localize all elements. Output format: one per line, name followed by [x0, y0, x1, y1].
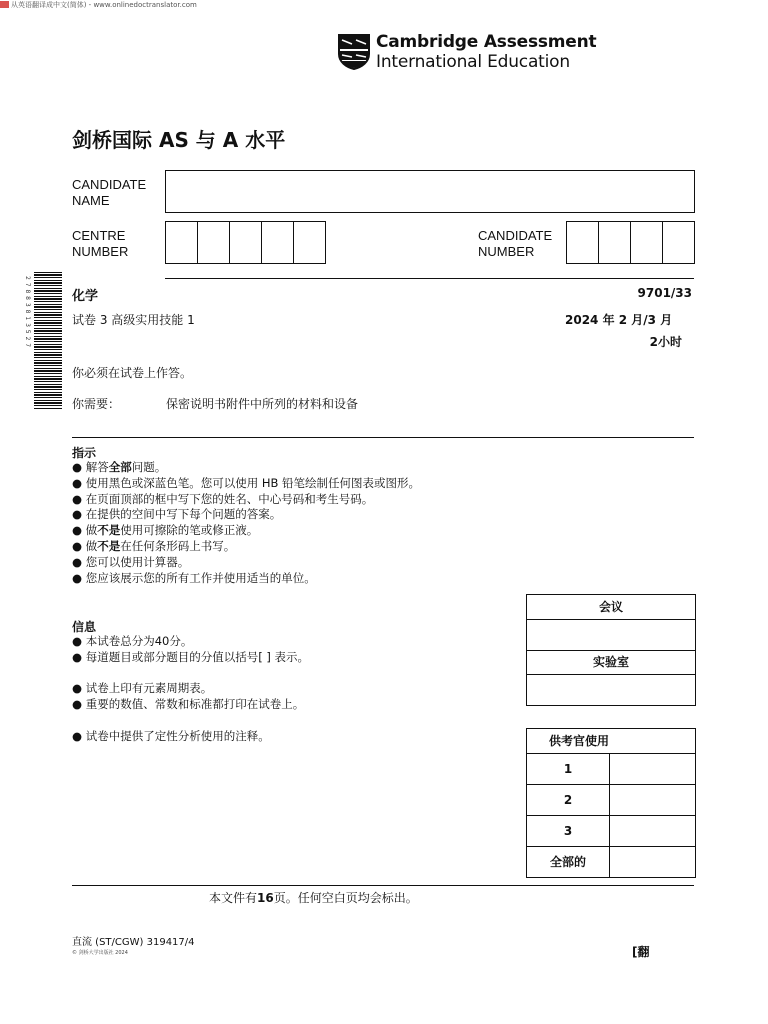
subject: 化学: [72, 289, 99, 304]
banner-text: 从英语翻译成中文(简体) - www.onlinedoctranslator.com: [11, 1, 197, 9]
list-item: ● 做不是使用可擦除的笔或修正液。: [72, 523, 420, 539]
mark-field[interactable]: [610, 754, 695, 784]
examiner-heading: 供考官使用: [527, 729, 695, 754]
information-list-2: [72, 681, 304, 713]
mark-field[interactable]: [610, 785, 695, 815]
session-label: 会议: [527, 595, 695, 620]
divider: [72, 885, 694, 886]
list-item: ● 试卷中提供了定性分析使用的注释。: [72, 729, 270, 745]
answer-note: 你必须在试卷上作答。: [72, 366, 193, 380]
barcode: [34, 272, 62, 410]
list-item: ● 每道题目或部分题目的分值以括号[ ] 表示。: [72, 650, 309, 666]
table-row: 3: [527, 816, 695, 847]
centre-number-field[interactable]: [165, 221, 326, 264]
mark-field[interactable]: [610, 816, 695, 846]
list-item: ● 重要的数值、常数和标准都打印在试卷上。: [72, 697, 304, 713]
need-value: 保密说明书附件中所列的材料和设备: [166, 397, 359, 411]
translator-logo-icon: [0, 1, 9, 8]
information-heading: 信息: [72, 620, 97, 634]
table-row: 1: [527, 754, 695, 785]
paper-title: 试卷 3 高级实用技能 1: [72, 313, 195, 327]
need-label: 你需要：: [72, 397, 121, 411]
brand-line1: Cambridge Assessment: [376, 32, 597, 52]
information-list: [72, 634, 309, 666]
list-item: ● 本试卷总分为40分。: [72, 634, 309, 650]
list-item: ● 使用黑色或深蓝色笔。您可以使用 HB 铅笔绘制任何图表或图形。: [72, 476, 420, 492]
centre-number-label: CENTRE NUMBER: [72, 228, 129, 259]
candidate-name-label: CANDIDATE NAME: [72, 177, 147, 208]
cambridge-logo: [338, 32, 596, 72]
barcode-text: 2 7 8 8 3 8 1 3 5 2 7: [24, 276, 31, 348]
page-title: 剑桥国际 AS 与 A 水平: [72, 128, 286, 152]
lab-label: 实验室: [527, 651, 695, 675]
session-lab-box: [526, 594, 696, 706]
table-row: 2: [527, 785, 695, 816]
information-list-3: [72, 729, 270, 745]
candidate-name-field[interactable]: [165, 170, 695, 213]
copyright: © 剑桥大学出版社 2024: [72, 950, 128, 956]
list-item: ● 做不是在任何条形码上书写。: [72, 539, 420, 555]
mark-field[interactable]: [610, 847, 695, 878]
list-item: ● 您可以使用计算器。: [72, 555, 420, 571]
list-item: ● 试卷上印有元素周期表。: [72, 681, 304, 697]
lab-field[interactable]: [527, 675, 695, 705]
table-row: 全部的: [527, 847, 695, 878]
candidate-number-field[interactable]: [566, 221, 695, 264]
brand-line2: International Education: [376, 52, 570, 72]
examiner-table: [526, 728, 696, 878]
turn-over: [翻: [632, 945, 650, 959]
paper-code: 9701/33: [637, 286, 692, 300]
list-item: ● 在页面顶部的框中写下您的姓名、中心号码和考生号码。: [72, 492, 420, 508]
page-count-note: 本文件有16页。任何空白页均会标出。: [209, 891, 418, 905]
list-item: ● 您应该展示您的所有工作并使用适当的单位。: [72, 571, 420, 587]
crest-icon: [338, 34, 370, 70]
candidate-number-label: CANDIDATE NUMBER: [478, 228, 553, 259]
list-item: ● 在提供的空间中写下每个问题的答案。: [72, 507, 420, 523]
session-field[interactable]: [527, 620, 695, 651]
instructions-list: [72, 460, 420, 586]
exam-date: 2024 年 2 月/3 月: [565, 313, 673, 327]
divider: [165, 278, 694, 279]
translator-banner[interactable]: [0, 0, 197, 10]
divider: [72, 437, 694, 438]
document-ref: 直流 (ST/CGW) 319417/4: [72, 937, 195, 948]
list-item: ● 解答全部问题。: [72, 460, 420, 476]
duration: 2小时: [649, 335, 682, 349]
instructions-heading: 指示: [72, 446, 97, 460]
